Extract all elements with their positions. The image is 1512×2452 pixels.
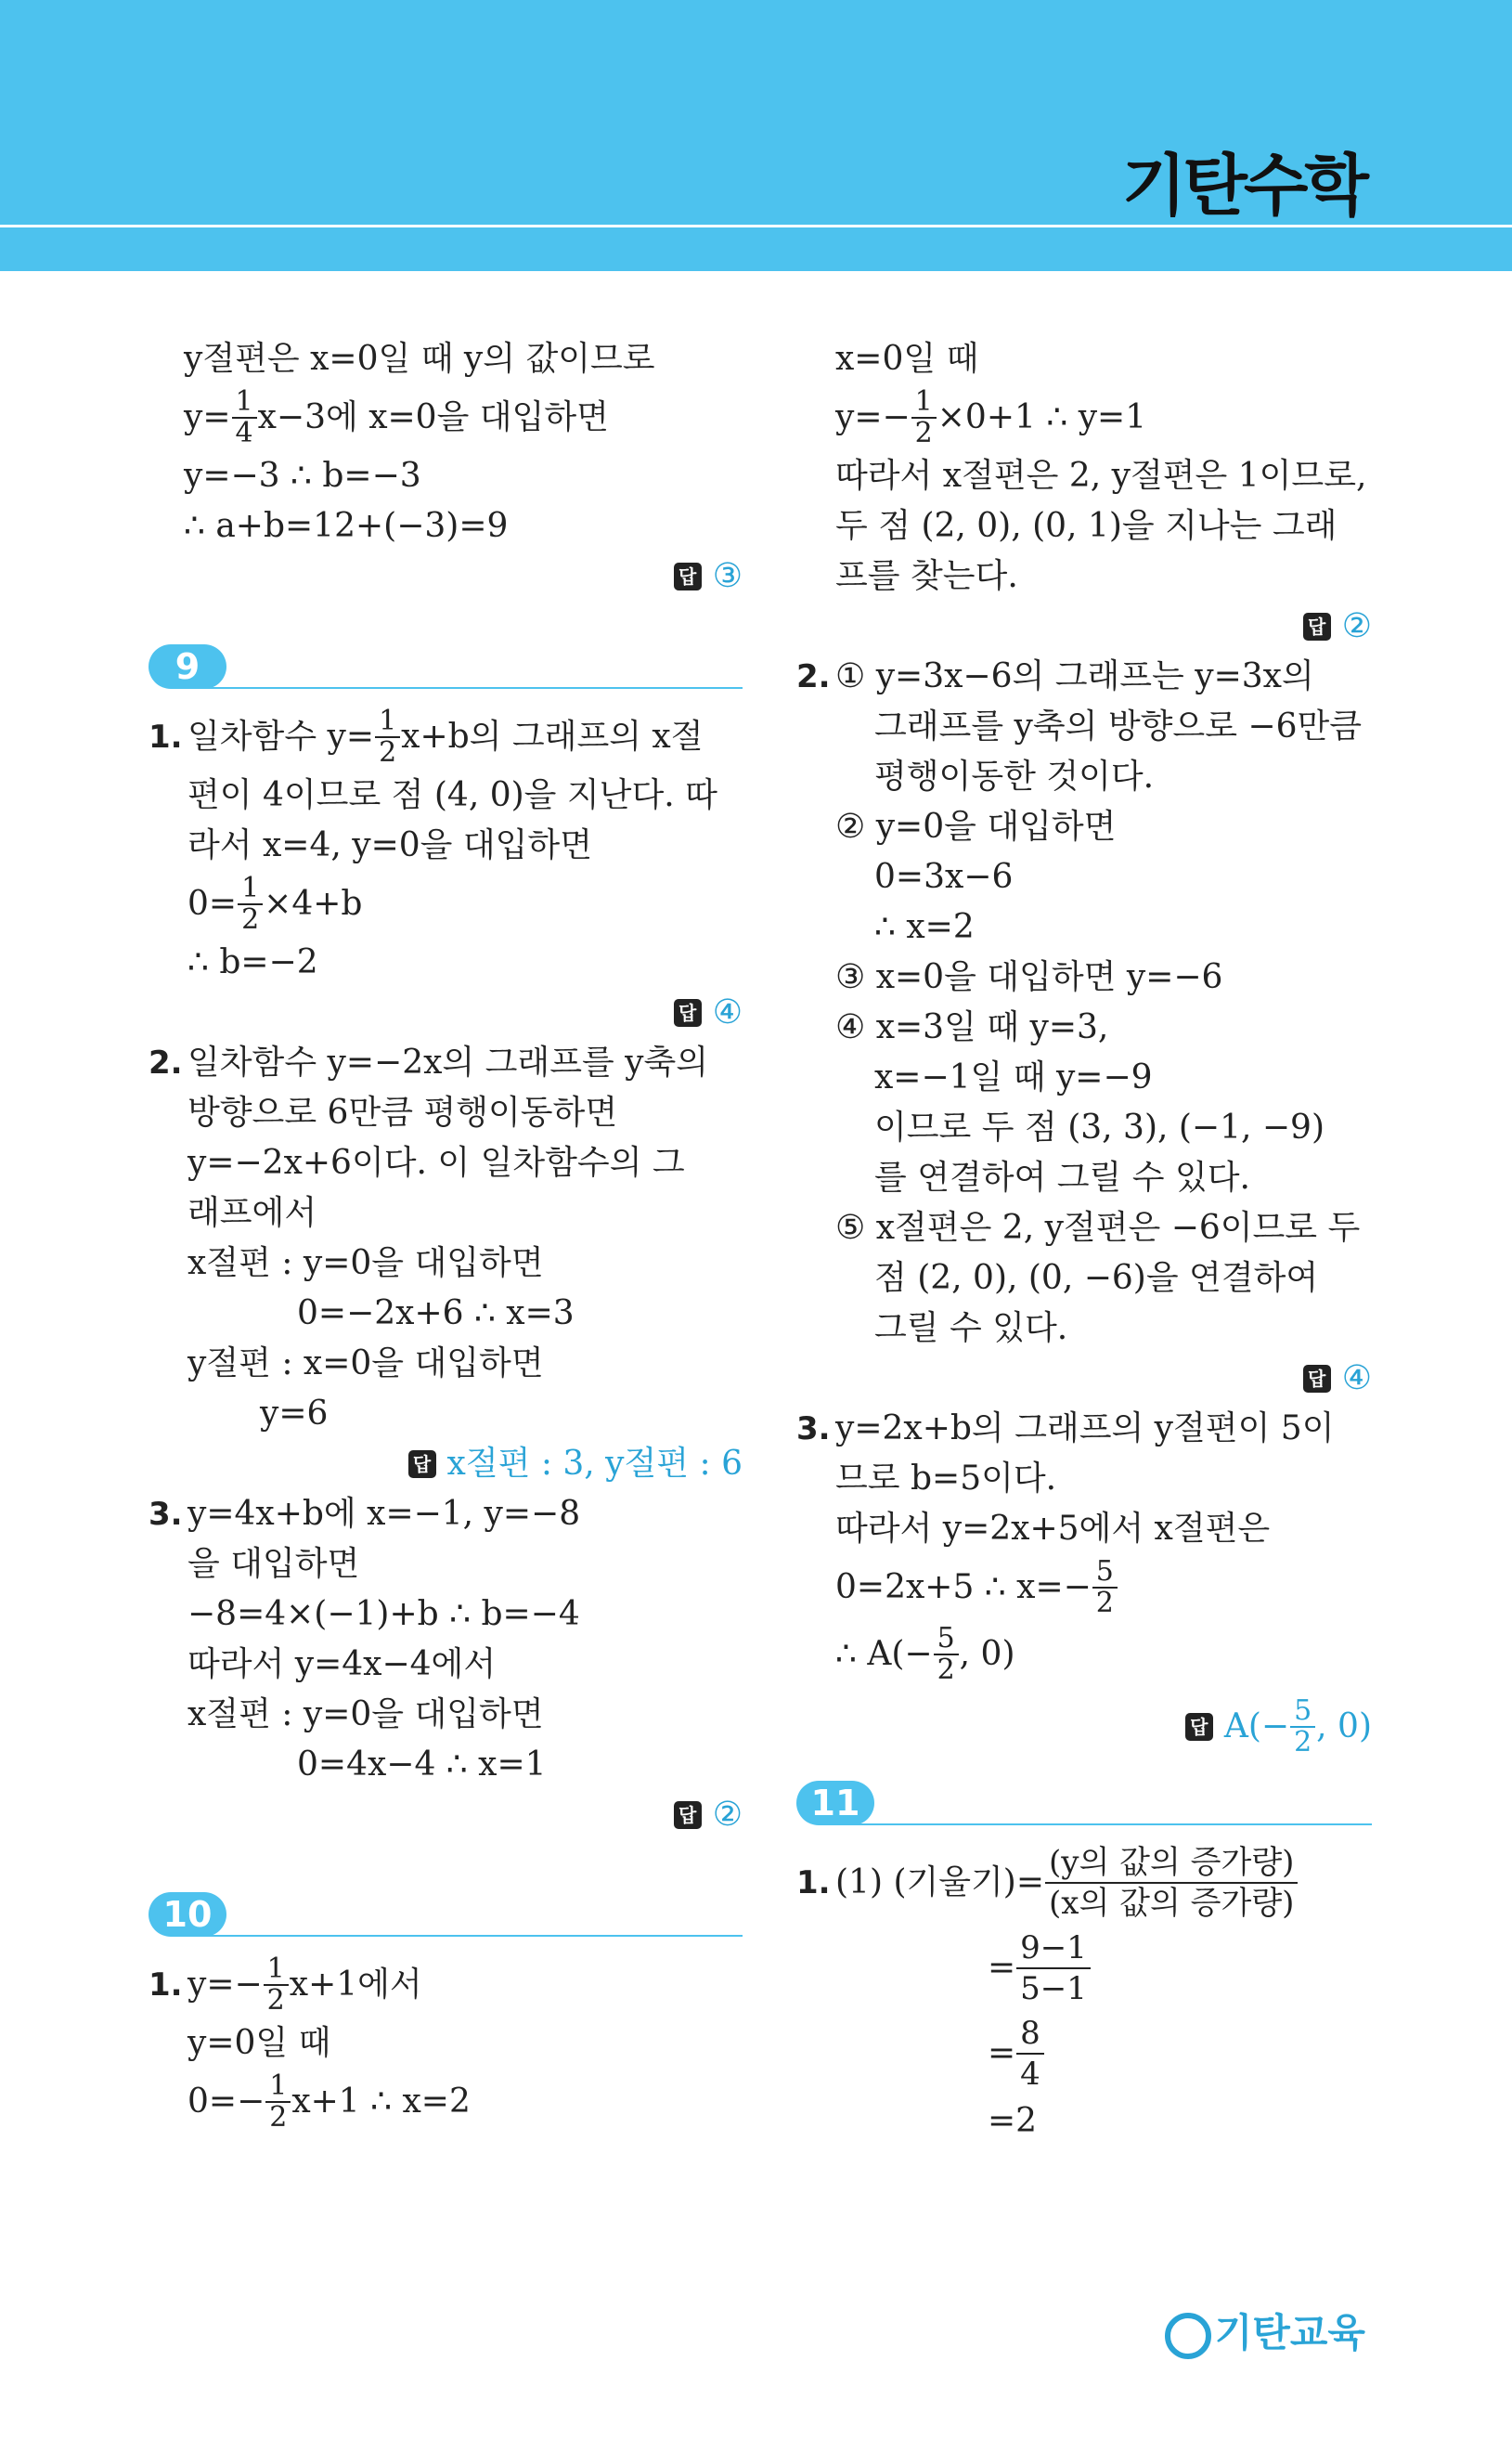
problem-number: 1. xyxy=(149,1966,183,2004)
text-line: x절편 : y=0을 대입하면 xyxy=(187,1244,544,1282)
answer-tag-icon: 답 xyxy=(674,563,702,590)
problem-number: 2. xyxy=(149,1044,183,1082)
text-line: ② y=0을 대입하면 xyxy=(835,808,1117,846)
section-number: 9 xyxy=(149,644,226,689)
problem-line: 1. 일차함수 y= $\frac{1}{2}$ x+b의 그래프의 x절 xyxy=(149,705,704,769)
text-line: 따라서 y=2x+5에서 x절편은 xyxy=(835,1510,1271,1548)
text-line: y절편은 x=0일 때 y의 값이므로 xyxy=(184,340,655,378)
problem-number: 3. xyxy=(796,1410,831,1447)
text-line: x=−1일 때 y=−9 xyxy=(874,1058,1153,1096)
footer-logo: 기탄교육 xyxy=(1165,2303,1365,2359)
problem-line: 2. ① y=3x−6의 그래프는 y=3x의 xyxy=(796,652,1372,702)
problem-number: 3. xyxy=(149,1496,183,1533)
text-line: 0=−2x+6 ∴ x=3 xyxy=(297,1294,575,1332)
text-line: = $\frac{8}{4}$ xyxy=(796,2011,1372,2096)
text-line: 점 (2, 0), (0, −6)을 연결하여 xyxy=(874,1259,1319,1297)
text-line: ③ x=0을 대입하면 y=−6 xyxy=(835,958,1223,996)
text-line: −8=4×(−1)+b ∴ b=−4 xyxy=(187,1595,580,1633)
text-line: ∴ x=2 xyxy=(874,908,975,946)
text-line: 이므로 두 점 (3, 3), (−1, −9) xyxy=(874,1109,1325,1147)
text-line: 방향으로 6만큼 평행이동하면 xyxy=(187,1094,618,1132)
g-logo-icon xyxy=(1165,2313,1211,2359)
fraction: $\frac{1}{4}$ xyxy=(234,387,255,448)
answer-tag-icon: 답 xyxy=(1303,1365,1331,1393)
problem-number: 1. xyxy=(796,1864,831,1901)
text-line: y=−3 ∴ b=−3 xyxy=(184,457,421,495)
answer-line: 답 x절편 : 3, y절편 : 6 xyxy=(149,1439,743,1489)
answer-tag-icon: 답 xyxy=(1185,1713,1213,1741)
answer-line: 답 ④ xyxy=(149,988,743,1038)
fraction: $\frac{1}{2}$ xyxy=(267,2071,289,2133)
problem-number: 2. xyxy=(796,658,831,695)
text-line: y=0일 때 xyxy=(187,2024,331,2062)
text-line: 따라서 x절편은 2, y절편은 1이므로, xyxy=(835,457,1367,495)
answer-tag-icon: 답 xyxy=(674,999,702,1027)
problem-number: 1. xyxy=(149,719,183,756)
problem-line: 1. (1) (기울기)= $\frac{\text{(y의 값의 증가량)}}{\text{(x의 값의 증가량)}}$ xyxy=(796,1840,1372,1926)
problem-line: 2. 일차함수 y=−2x의 그래프를 y축의 xyxy=(149,1038,743,1088)
text-line: ⑤ x절편은 2, y절편은 −6이므로 두 xyxy=(835,1209,1361,1247)
text-line: = $\frac{9-1}{5-1}$ xyxy=(796,1926,1372,2011)
section-header-11 xyxy=(796,1766,1372,1840)
problem-line: 3. y=4x+b에 x=−1, y=−8 xyxy=(149,1489,743,1539)
section-header-10 xyxy=(149,1877,743,1952)
answer-tag-icon: 답 xyxy=(408,1450,436,1478)
header-band xyxy=(0,0,1512,271)
text-line: 평행이동한 것이다. xyxy=(874,758,1155,796)
text-line: 0=4x−4 ∴ x=1 xyxy=(297,1745,547,1784)
text-line: y=− $\frac{1}{2}$ ×0+1 ∴ y=1 xyxy=(835,385,1147,449)
fraction: $\frac{1}{2}$ xyxy=(239,874,261,935)
answer-tag-icon: 답 xyxy=(674,1801,702,1829)
section-rule xyxy=(186,1935,743,1937)
text-line: 라서 x=4, y=0을 대입하면 xyxy=(187,826,592,864)
section-rule xyxy=(186,687,743,689)
fraction: $\frac{9-1}{5-1}$ xyxy=(1018,1928,1089,2008)
fraction: $\frac{\text{(y의 값의 증가량)}}{\text{(x의 값의 증가량)}}$ xyxy=(1047,1843,1296,1923)
answer-line: 답 A(− $\frac{5}{2}$ , 0) xyxy=(796,1688,1372,1766)
section-rule xyxy=(834,1823,1372,1825)
fraction: $\frac{5}{2}$ xyxy=(936,1624,957,1685)
text-line: 두 점 (2, 0), (0, 1)을 지나는 그래 xyxy=(835,507,1338,545)
answer-line: 답 ③ xyxy=(149,551,743,602)
text-line: 0=− $\frac{1}{2}$ x+1 ∴ x=2 xyxy=(187,2069,471,2134)
text-line: x=0일 때 xyxy=(835,340,979,378)
section-number: 11 xyxy=(796,1781,874,1825)
answer-line: 답 ④ xyxy=(796,1354,1372,1404)
text-line: y=−2x+6이다. 이 일차함수의 그 xyxy=(187,1144,685,1182)
problem-line: 3. y=2x+b의 그래프의 y절편이 5이 xyxy=(796,1404,1372,1454)
text-line: y= $\frac{1}{4}$ x−3에 x=0을 대입하면 xyxy=(184,385,609,449)
text-line: ∴ b=−2 xyxy=(187,943,318,981)
answer-line: 답 ② xyxy=(149,1790,743,1840)
answer-line: 답 ② xyxy=(796,602,1372,652)
text-line: 0= $\frac{1}{2}$ ×4+b xyxy=(187,872,363,936)
fraction: $\frac{5}{2}$ xyxy=(1292,1696,1313,1758)
text-line: 를 연결하여 그릴 수 있다. xyxy=(874,1159,1250,1197)
text-line: 따라서 y=4x−4에서 xyxy=(187,1645,497,1683)
fraction: $\frac{1}{2}$ xyxy=(377,707,398,768)
fraction: $\frac{1}{2}$ xyxy=(265,1954,287,2016)
text-line: 편이 4이므로 점 (4, 0)을 지난다. 따 xyxy=(187,776,717,814)
right-column xyxy=(796,334,1372,2147)
fraction: $\frac{8}{4}$ xyxy=(1018,2014,1042,2094)
text-line: 0=2x+5 ∴ x=− $\frac{5}{2}$ xyxy=(796,1554,1372,1621)
text-line: y=6 xyxy=(260,1395,329,1433)
text-line: x절편 : y=0을 대입하면 xyxy=(187,1695,544,1733)
fraction: $\frac{1}{2}$ xyxy=(913,387,935,448)
text-line: 그릴 수 있다. xyxy=(874,1309,1068,1347)
text-line: 프를 찾는다. xyxy=(835,557,1018,595)
text-line: 래프에서 xyxy=(187,1194,317,1232)
fraction: $\frac{5}{2}$ xyxy=(1094,1557,1116,1618)
brand-logo: 기탄수학 xyxy=(1121,147,1365,225)
text-line: 그래프를 y축의 방향으로 −6만큼 xyxy=(874,707,1363,746)
answer-tag-icon: 답 xyxy=(1303,613,1331,641)
left-column xyxy=(149,334,743,2135)
problem-line: 1. y=− $\frac{1}{2}$ x+1에서 xyxy=(149,1953,422,2017)
text-line: 을 대입하면 xyxy=(187,1545,360,1583)
text-line: ∴ A(− $\frac{5}{2}$ , 0) xyxy=(835,1622,1015,1686)
text-line: 므로 b=5이다. xyxy=(835,1460,1057,1498)
section-header-9 xyxy=(149,629,743,704)
text-line: =2 xyxy=(988,2102,1038,2140)
text-line: 0=3x−6 xyxy=(874,858,1014,896)
section-number: 10 xyxy=(149,1892,226,1937)
text-line: ④ x=3일 때 y=3, xyxy=(835,1008,1109,1046)
text-line: ∴ a+b=12+(−3)=9 xyxy=(184,507,509,545)
text-line: y절편 : x=0을 대입하면 xyxy=(187,1344,544,1382)
